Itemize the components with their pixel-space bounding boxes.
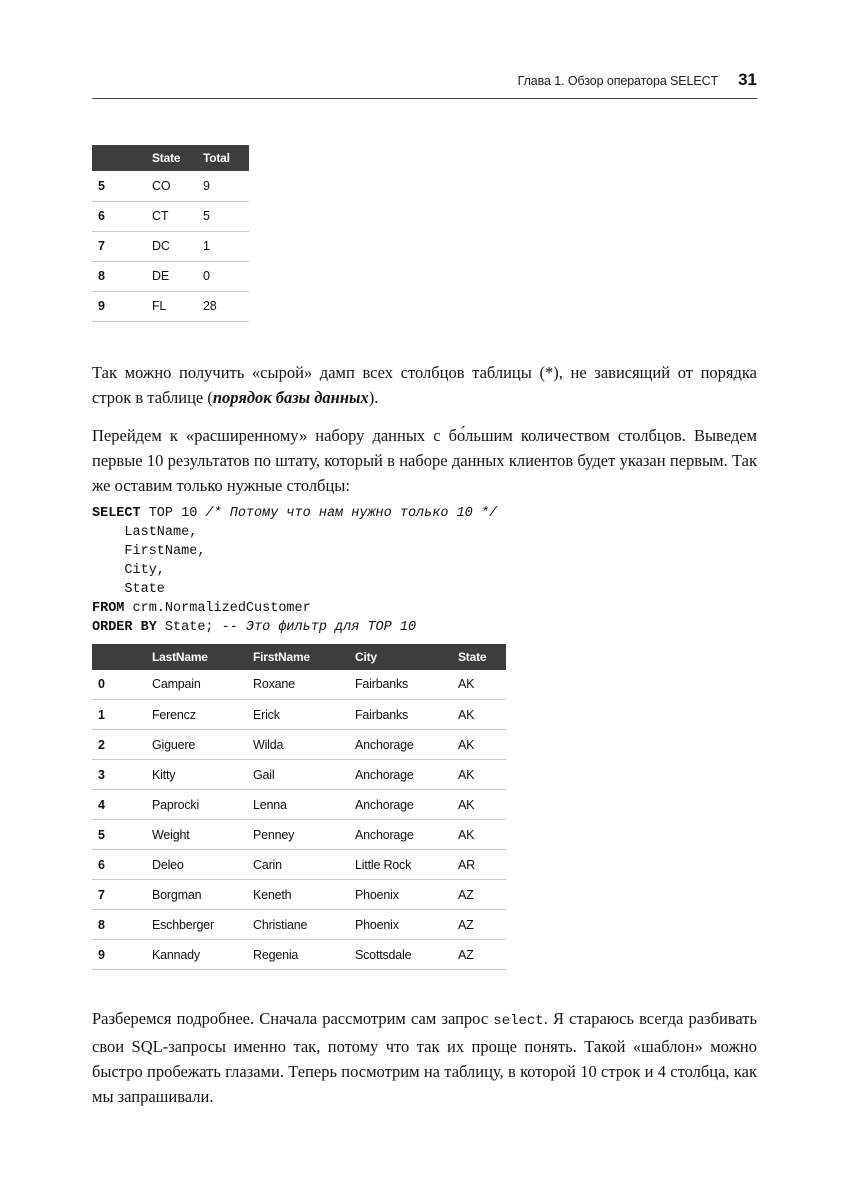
table-cell: DE [152,261,203,291]
table-cell: 0 [203,261,249,291]
row-index: 9 [92,291,152,321]
row-index: 1 [92,700,152,730]
table-cell: Regenia [253,940,355,970]
table-cell: CT [152,201,203,231]
table-cell: Anchorage [355,760,458,790]
code-segment: State; [156,619,222,635]
code-line [92,618,757,637]
table-cell: Little Rock [355,850,458,880]
table-cell: Anchorage [355,790,458,820]
code-segment: LastName, [92,524,198,540]
text-segment: . Я стараюсь всегда разбивать свои SQL-запросы именно так, потому что так их проще понять. Такой «шаблон» можно быстро пробежать глазами. Теперь посмотрим на таблицу, в которой 10 строк и 4 столбца, как мы запрашивали. [92,1009,757,1106]
row-index: 0 [92,670,152,700]
row-index: 5 [92,171,152,201]
code-line [92,523,757,542]
table-cell: Kitty [152,760,253,790]
table-cell: 1 [203,231,249,261]
customers-table [92,644,506,971]
row-index: 6 [92,201,152,231]
table-cell: Ferencz [152,700,253,730]
table-cell: Christiane [253,910,355,940]
table-cell: 5 [203,201,249,231]
row-index: 2 [92,730,152,760]
table-row [92,291,249,321]
table-cell: Carin [253,850,355,880]
text-segment: select [493,1013,544,1029]
row-index: 8 [92,261,152,291]
sql-code-block [92,504,757,637]
table-body [92,670,506,970]
table-row [92,670,506,700]
row-index: 7 [92,231,152,261]
table-cell: Borgman [152,880,253,910]
row-index: 8 [92,910,152,940]
row-index: 6 [92,850,152,880]
table-cell: 28 [203,291,249,321]
paragraph-raw-dump [92,360,757,410]
code-segment: /* Потому что нам нужно только 10 */ [205,505,498,521]
table-cell: Kannady [152,940,253,970]
table-cell: AK [458,700,506,730]
table-cell: Lenna [253,790,355,820]
table-cell: Anchorage [355,820,458,850]
table-cell: Gail [253,760,355,790]
header-row [92,644,506,670]
paragraph-analysis [92,1006,757,1109]
text-segment: Перейдем к «расширенному» набору данных с бо́льшим количеством столбцов. Выведем первые 10 результатов по штату, который в наборе данных клиентов будет указан первым. Так же оставим только нужные столбцы: [92,425,757,495]
table-cell: Phoenix [355,910,458,940]
page-number: 31 [738,70,757,89]
code-segment: crm.NormalizedCustomer [124,600,311,616]
row-index: 5 [92,820,152,850]
table-cell: Roxane [253,670,355,700]
text-segment: порядок базы данных [212,387,369,407]
text-segment: ). [368,387,379,407]
table-row [92,700,506,730]
column-header: FirstName [253,644,355,670]
column-header [92,145,152,171]
table-row [92,171,249,201]
header-row [92,145,249,171]
table-cell: CO [152,171,203,201]
paragraph-extended-intro [92,423,757,498]
page-header [92,0,757,99]
table-cell: Eschberger [152,910,253,940]
code-segment: TOP 10 [140,505,206,521]
table-cell: AK [458,790,506,820]
code-segment: -- Это фильтр для TOP 10 [221,619,417,635]
table-body [92,171,249,321]
code-segment: State [92,581,165,597]
table-cell: Penney [253,820,355,850]
table-cell: Phoenix [355,880,458,910]
code-line [92,599,757,618]
table-cell: AZ [458,910,506,940]
code-line [92,504,757,523]
table-cell: AK [458,730,506,760]
column-header: State [152,145,203,171]
code-segment: ORDER BY [92,619,157,635]
table-row [92,730,506,760]
table-row [92,790,506,820]
state-total-table [92,145,249,322]
table-row [92,231,249,261]
column-header: City [355,644,458,670]
table-cell: AK [458,670,506,700]
table-header [92,644,506,670]
text-segment: Разберемся подробнее. Сначала рассмотрим сам запрос [92,1009,494,1028]
code-segment: FROM [92,600,125,616]
code-segment: SELECT [92,505,141,521]
column-header [92,644,152,670]
table-row [92,201,249,231]
table-cell: DC [152,231,203,261]
code-segment: FirstName, [92,543,206,559]
table-cell: AR [458,850,506,880]
code-segment: City, [92,562,165,578]
table-cell: Wilda [253,730,355,760]
table-cell: 9 [203,171,249,201]
table-cell: Campain [152,670,253,700]
table-cell: Paprocki [152,790,253,820]
row-index: 7 [92,880,152,910]
table-cell: FL [152,291,203,321]
table-cell: Erick [253,700,355,730]
table-cell: Scottsdale [355,940,458,970]
text-segment: Так можно получить «сырой» дамп всех столбцов таблицы (*), не зависящий от порядка строк в таблице ( [92,362,757,407]
table-cell: Deleo [152,850,253,880]
code-line [92,542,757,561]
table-row [92,760,506,790]
table-cell: Weight [152,820,253,850]
table-cell: AZ [458,880,506,910]
table-row [92,880,506,910]
table-cell: Anchorage [355,730,458,760]
column-header: State [458,644,506,670]
column-header: Total [203,145,249,171]
row-index: 9 [92,940,152,970]
table-cell: Fairbanks [355,700,458,730]
table-header [92,145,249,171]
table-row [92,850,506,880]
code-line [92,580,757,599]
code-line [92,561,757,580]
table-cell: AK [458,820,506,850]
table-row [92,820,506,850]
row-index: 4 [92,790,152,820]
table-row [92,910,506,940]
chapter-title: Глава 1. Обзор оператора SELECT [517,74,719,88]
table-cell: Giguere [152,730,253,760]
table-cell: AZ [458,940,506,970]
table-cell: AK [458,760,506,790]
table-cell: Keneth [253,880,355,910]
table-cell: Fairbanks [355,670,458,700]
row-index: 3 [92,760,152,790]
table-row [92,261,249,291]
table-row [92,940,506,970]
column-header: LastName [152,644,253,670]
